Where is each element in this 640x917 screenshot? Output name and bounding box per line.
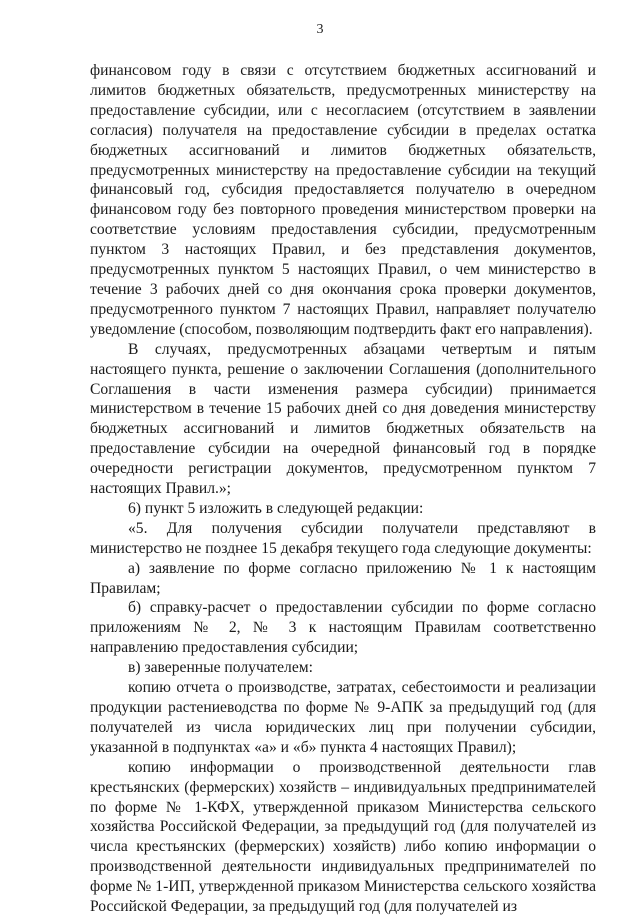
paragraph: б) справку-расчет о предоставлении субсидии по форме согласно приложениям № 2, № 3 к настоящим Правилам соответственно направлению предоставления субсидии; bbox=[90, 599, 596, 657]
paragraph: В случаях, предусмотренных абзацами четвертым и пятым настоящего пункта, решение о заключении Соглашения (дополнительного Соглашения в части изменения размера субсидии) принимается министерством в течение 15 рабочих дней со дня доведения министерству бюджетных ассигнований и лимитов бюджетных обязательств на предоставление субсидии на очередной финансовый год в порядке очередности регистрации документов, предусмотренном пунктом 7 настоящих Правил.»; bbox=[90, 340, 596, 498]
paragraph: копию информации о производственной деятельности глав крестьянских (фермерских) хозяйств – индивидуальных предпринимателей по форме № 1-КФХ, утвержденной приказом Министерства сельского хозяйства Российской Федерации, за предыдущий год (для получателей из числа крестьянских (фермерских) хозяйств) либо копию информации о производственной деятельности индивидуальных предпринимателей по форме № 1-ИП, утвержденной приказом Министерства сельского хозяйства Российской Федерации, за предыдущий год (для получателей из bbox=[90, 758, 596, 916]
paragraph: в) заверенные получателем: bbox=[128, 659, 313, 677]
page-body bbox=[90, 61, 596, 917]
page-number: 3 bbox=[316, 22, 324, 37]
paragraph: финансовом году в связи с отсутствием бюджетных ассигнований и лимитов бюджетных обязательств, предусмотренных министерству на предоставление субсидии, или с несогласием (отсутствием в заявлении согласия) получателя на предоставление субсидии в пределах остатка бюджетных ассигнований и лимитов бюджетных обязательств, предусмотренных министерству на предоставление субсидии на текущий финансовый год, субсидия предоставляется получателю в очередном финансовом году без повторного проведения министерством проверки на соответствие условиям предоставления субсидии, предусмотренным пунктом 3 настоящих Правил, и без представления документов, предусмотренных пунктом 5 настоящих Правил, о чем министерство в течение 3 рабочих дней со дня окончания срока проверки документов, предусмотренного пунктом 7 настоящих Правил, направляет получателю уведомление (способом, позволяющим подтвердить факт его направления). bbox=[90, 62, 596, 338]
paragraph: 6) пункт 5 изложить в следующей редакции: bbox=[128, 499, 424, 517]
paragraph: копию отчета о производстве, затратах, себестоимости и реализации продукции растениеводства по форме № 9-АПК за предыдущий год (для получателей из числа юридических лиц при получении субсидии, указанной в подпунктах «а» и «б» пункта 4 настоящих Правил); bbox=[90, 679, 596, 756]
paragraph: а) заявление по форме согласно приложению № 1 к настоящим Правилам; bbox=[90, 559, 596, 597]
paragraph: «5. Для получения субсидии получатели представляют в министерство не позднее 15 декабря текущего года следующие документы: bbox=[90, 519, 596, 557]
